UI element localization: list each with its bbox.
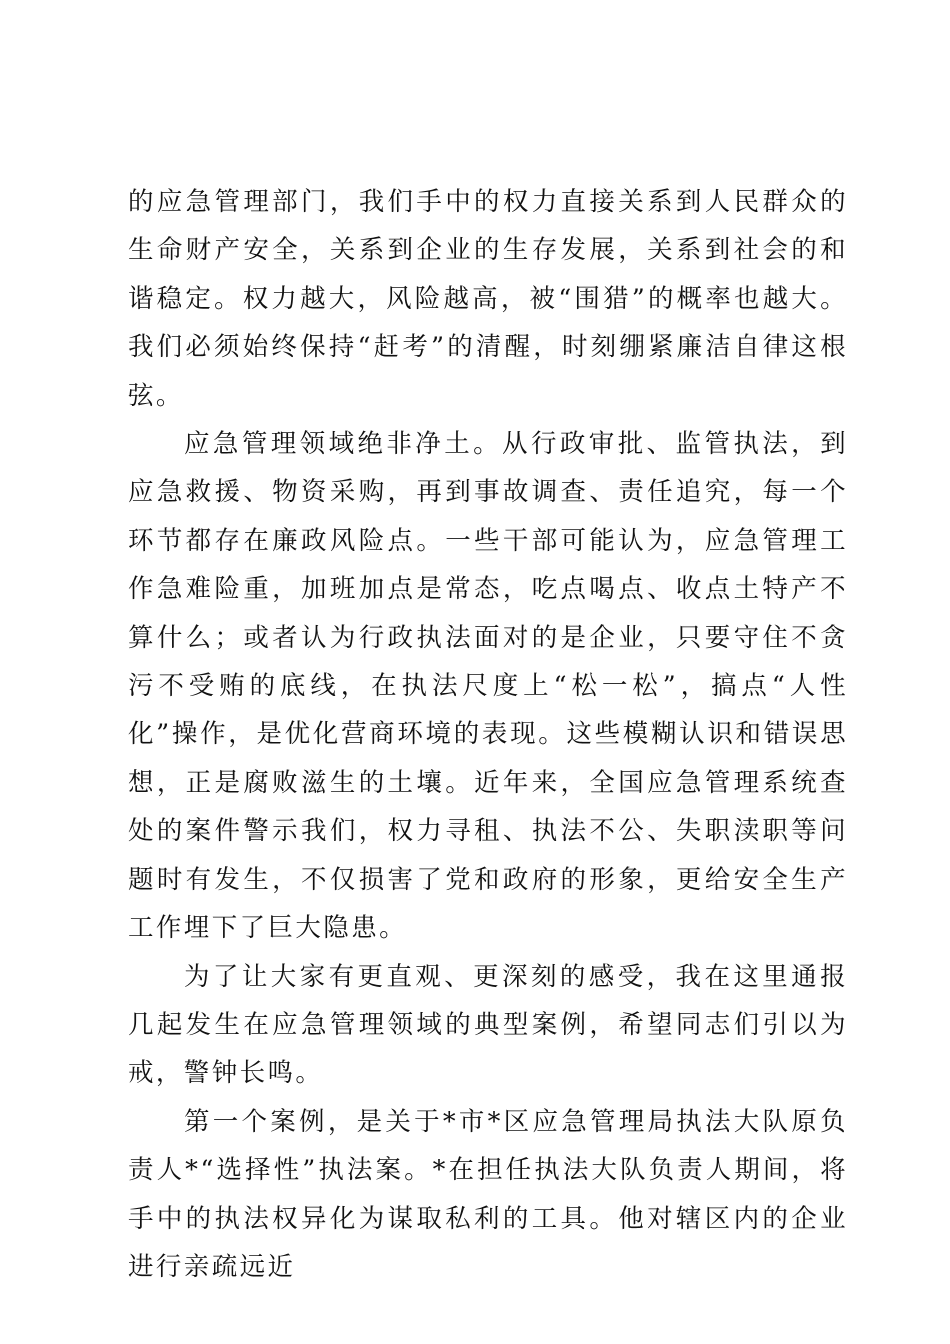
paragraph-2: 应急管理领域绝非净土。从行政审批、监管执法，到应急救援、物资采购，再到事故调查、责任追究，每一个环节都存在廉政风险点。一些干部可能认为，应急管理工作急难险重，加班加点是常态，吃点喝点、收点土特产不算什么；或者认为行政执法面对的是企业，只要守住不贪污不受贿的底线，在执法尺度上“松一松”，搞点“人性化”操作，是优化营商环境的表现。这些模糊认识和错误思想，正是腐败滋生的土壤。近年来，全国应急管理系统查处的案件警示我们，权力寻租、执法不公、失职渎职等问题时有发生，不仅损害了党和政府的形象，更给安全生产工作埋下了巨大隐患。 (128, 429, 848, 944)
paragraph-4: 第一个案例，是关于*市*区应急管理局执法大队原负责人*“选择性”执法案。*在担任执法大队负责人期间，将手中的执法权异化为谋取私利的工具。他对辖区内的企业进行亲疏远近 (128, 1106, 848, 1282)
paragraph-1: 的应急管理部门，我们手中的权力直接关系到人民群众的生命财产安全，关系到企业的生存发展，关系到社会的和谐稳定。权力越大，风险越高，被“围猎”的概率也越大。我们必须始终保持“赶考”的清醒，时刻绷紧廉洁自律这根弦。 (128, 187, 848, 411)
document-body (128, 178, 848, 1291)
paragraph-3: 为了让大家有更直观、更深刻的感受，我在这里通报几起发生在应急管理领域的典型案例，希望同志们引以为戒，警钟长鸣。 (128, 961, 848, 1089)
